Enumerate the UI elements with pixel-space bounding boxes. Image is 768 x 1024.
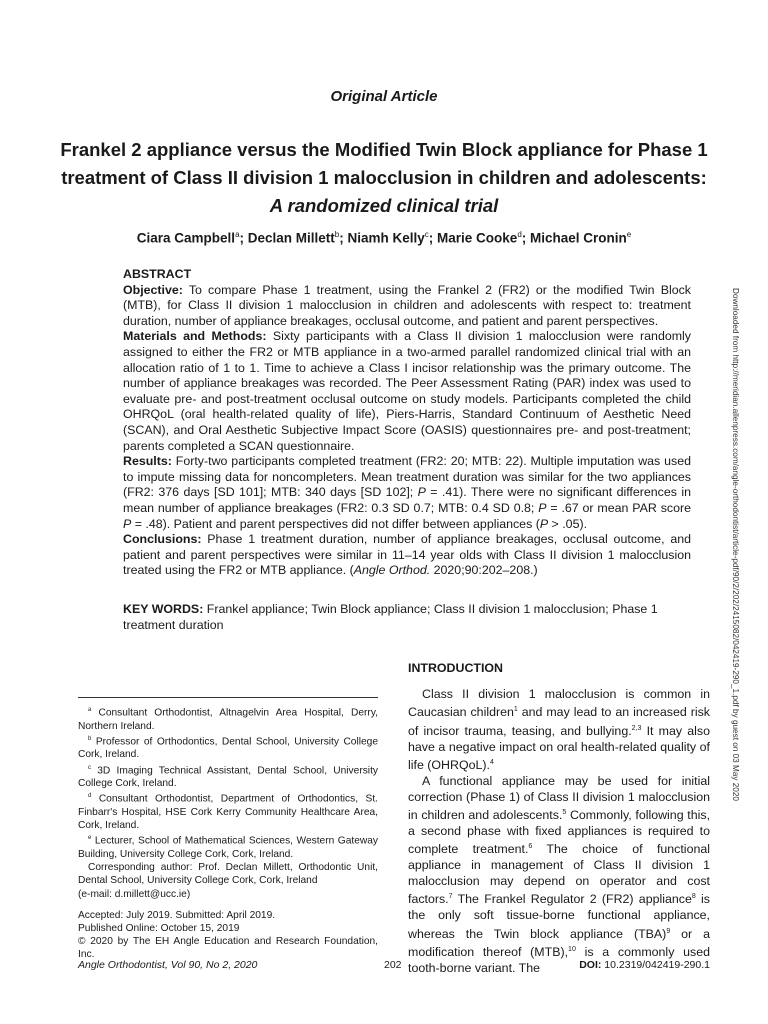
footnote-text: Professor of Orthodontics, Dental School, University College Cork, Ireland. — [78, 736, 378, 761]
author-name: Michael Cronin — [530, 230, 627, 246]
author-affiliation-mark: b — [334, 230, 340, 239]
footer-doi — [579, 959, 710, 971]
download-watermark — [728, 288, 740, 801]
author-name: Declan Millett — [247, 230, 335, 246]
introduction-section — [408, 661, 710, 977]
page-footer — [78, 959, 710, 973]
p-value-symbol: P — [417, 485, 426, 500]
reference-mark: 1 — [513, 706, 518, 714]
p-value-symbol: P — [123, 516, 132, 531]
footnote-text: Consultant Orthodontist, Department of Orthodontics, St. Finbarr's Hospital, HSE Cork Kerry Community Healthcare Area, Cork, Ireland. — [78, 793, 378, 832]
reference-mark: 4 — [489, 759, 494, 767]
article-type: Original Article — [330, 88, 438, 105]
reference-mark: 9 — [666, 927, 671, 935]
keywords-text: Frankel appliance; Twin Block appliance; Class II division 1 malocclusion; Phase 1 treatment duration — [123, 602, 658, 632]
footnote-mark: e — [88, 835, 92, 842]
conclusions-label: Conclusions: — [123, 532, 202, 547]
reference-mark: 8 — [691, 893, 696, 901]
footnote-text: Consultant Orthodontist, Altnagelvin Area Hospital, Derry, Northern Ireland. — [78, 707, 378, 732]
results-text: = .67 or mean PAR score — [546, 500, 691, 515]
intro-text: is a commonly used tooth-borne variant. The — [408, 945, 710, 976]
author-name: Ciara Campbell — [136, 230, 236, 246]
published-date: Published Online: October 15, 2019 — [78, 923, 240, 934]
footnote-text: 3D Imaging Technical Assistant, Dental School, University College Cork, Ireland. — [78, 764, 378, 790]
footnote-mark: c — [88, 764, 91, 771]
footer-journal: Angle Orthodontist, Vol 90, No 2, 2020 — [78, 959, 258, 971]
footnote — [78, 704, 378, 733]
footnote-mark: a — [88, 707, 92, 713]
objective-text: To compare Phase 1 treatment, using the Frankel 2 (FR2) or the modified Twin Block (MTB), for Class II division 1 malocclusion in children and adolescents with respect to: treatment duration, number of appliance breakages, occlusal outcome, and patient and parent perspectives. — [123, 282, 691, 328]
affiliation-footnotes — [78, 697, 378, 962]
citation-journal: Angle Orthod. — [353, 563, 431, 578]
accepted-date: Accepted: July 2019. Submitted: April 2019. — [78, 909, 276, 921]
results-text: Forty-two participants completed treatment (FR2: 20; MTB: 22). Multiple imputation was used to impute missing data for noncompleters. Mean treatment duration was similar for the two appliances (FR2: 376 days [SD 101]; MTB: 340 days [SD 102]; — [123, 454, 691, 500]
intro-text: It may also have a negative impact on oral health-related quality of life (OHRQoL). — [408, 724, 710, 773]
footnote — [78, 733, 378, 762]
intro-text: or a modification thereof (MTB), — [408, 926, 710, 960]
footnote-text: Lecturer, School of Mathematical Sciences, Western Gateway Building, University College Cork, Cork, Ireland. — [78, 835, 378, 860]
reference-mark: 2,3 — [631, 724, 642, 732]
intro-text: The Frankel Regulator 2 (FR2) appliance — [452, 892, 692, 907]
intro-text: and may lead to an increased risk of incisor trauma, teasing, and bullying. — [408, 705, 710, 739]
doi-label: DOI: — [579, 959, 602, 971]
footnote — [78, 790, 378, 832]
author-affiliation-mark: d — [517, 230, 522, 239]
results-text: = .48). Patient and parent perspectives did not differ between appliances ( — [131, 516, 540, 531]
author-separator: ; — [521, 230, 531, 246]
copyright-notice: © 2020 by The EH Angle Education and Research Foundation, Inc. — [78, 936, 378, 961]
results-text: = .41). There were no significant differences in mean number of appliance breakages (FR2: 0.3 SD 0.7; MTB: 0.4 SD 0.8; — [123, 485, 691, 515]
corresponding-author: Corresponding author: Prof. Declan Millett, Orthodontic Unit, Dental School, University College Cork, Cork, Ireland — [78, 862, 378, 887]
intro-text: Commonly, following this, a second phase with fixed appliances is required to complete treatment. — [408, 808, 711, 857]
introduction-paragraph — [408, 774, 710, 977]
author-affiliation-mark: e — [626, 230, 632, 239]
citation-details: 2020;90:202–208.) — [430, 563, 538, 578]
intro-text: A functional appliance may be used for initial correction (Phase 1) of Class II division 1 malocclusion in children and adolescents. — [408, 773, 710, 823]
reference-mark: 5 — [562, 809, 567, 817]
intro-text: Class II division 1 malocclusion is common in Caucasian children — [408, 686, 710, 720]
abstract-methods — [123, 329, 691, 454]
footnote — [78, 832, 378, 861]
keywords-label: KEY WORDS: — [123, 602, 204, 616]
intro-text: is the only soft tissue-borne functional appliance, whereas the Twin block appliance (TBA) — [408, 892, 710, 941]
author-separator: ; — [339, 230, 348, 246]
author-name: Marie Cooke — [437, 230, 518, 246]
author-separator: ; — [428, 230, 438, 246]
conclusions-text: Phase 1 treatment duration, number of appliance breakages, occlusal outcome, and patient and parent perspectives were similar in 11–14 year olds with Class II division 1 malocclusion treated using the FR2 or MTB appliance. ( — [123, 532, 691, 578]
methods-text: Sixty participants with a Class II division 1 malocclusion were randomly assigned to either the FR2 or MTB appliance in a two-armed parallel randomized clinical trial with an allocation ratio of 1 to 1. Time to achieve a Class I incisor relationship was the primary outcome. The number of appliance breakages was recorded. The Peer Assessment Rating (PAR) index was used to evaluate pre- and post-treatment occlusal outcome on study models. Participants completed the child OHRQoL (oral health-related quality of life), Piers-Harris, Standard Continuum of Aesthetic Need (SCAN), and Oral Aesthetic Subjective Impact Score (OASIS) questionnaires pre- and post-treatment; parents completed a SCAN questionnaire. — [123, 329, 691, 453]
abstract — [123, 267, 691, 579]
author-affiliation-mark: c — [424, 230, 429, 239]
author-affiliation-mark: a — [235, 230, 240, 239]
author-separator: ; — [239, 230, 248, 246]
title-subtitle: A randomized clinical trial — [269, 195, 499, 216]
article-title — [60, 136, 708, 220]
reference-mark: 10 — [568, 946, 576, 954]
footnote-mark: d — [88, 793, 92, 800]
results-label: Results: — [123, 454, 172, 469]
abstract-heading: ABSTRACT — [123, 267, 192, 281]
keywords — [123, 602, 691, 633]
footer-page-number: 202 — [384, 959, 402, 971]
abstract-results — [123, 454, 691, 532]
methods-label: Materials and Methods: — [123, 329, 267, 344]
p-value-symbol: P — [538, 500, 547, 515]
abstract-objective — [123, 283, 691, 330]
p-value-symbol: P — [539, 516, 549, 531]
footnote-mark: b — [88, 735, 92, 742]
abstract-conclusions — [123, 532, 691, 579]
introduction-heading: INTRODUCTION — [408, 661, 503, 675]
reference-mark: 6 — [528, 843, 533, 851]
footnote — [78, 762, 378, 791]
doi-value: 10.2319/042419-290.1 — [601, 959, 710, 971]
reference-mark: 7 — [448, 893, 453, 901]
objective-label: Objective: — [123, 282, 183, 297]
corresponding-email: (e-mail: d.millett@ucc.ie) — [78, 888, 191, 900]
introduction-paragraph — [408, 687, 710, 774]
download-watermark-text: Downloaded from http://meridian.allenpress.com/angle-orthodontist/article-pdf/90/2/202/2415082/042419-290_1.pdf by guest on 03 May 2020 — [731, 288, 740, 801]
title-main: Frankel 2 appliance versus the Modified Twin Block appliance for Phase 1 treatment of Class II division 1 malocclusion in children and adolescents: — [60, 139, 708, 188]
intro-text: The choice of functional appliance in management of Class II division 1 malocclusion may depend on operator and cost factors. — [408, 842, 710, 907]
author-list — [60, 230, 708, 246]
results-text: > .05). — [548, 516, 588, 531]
author-name: Niamh Kelly — [347, 230, 425, 246]
